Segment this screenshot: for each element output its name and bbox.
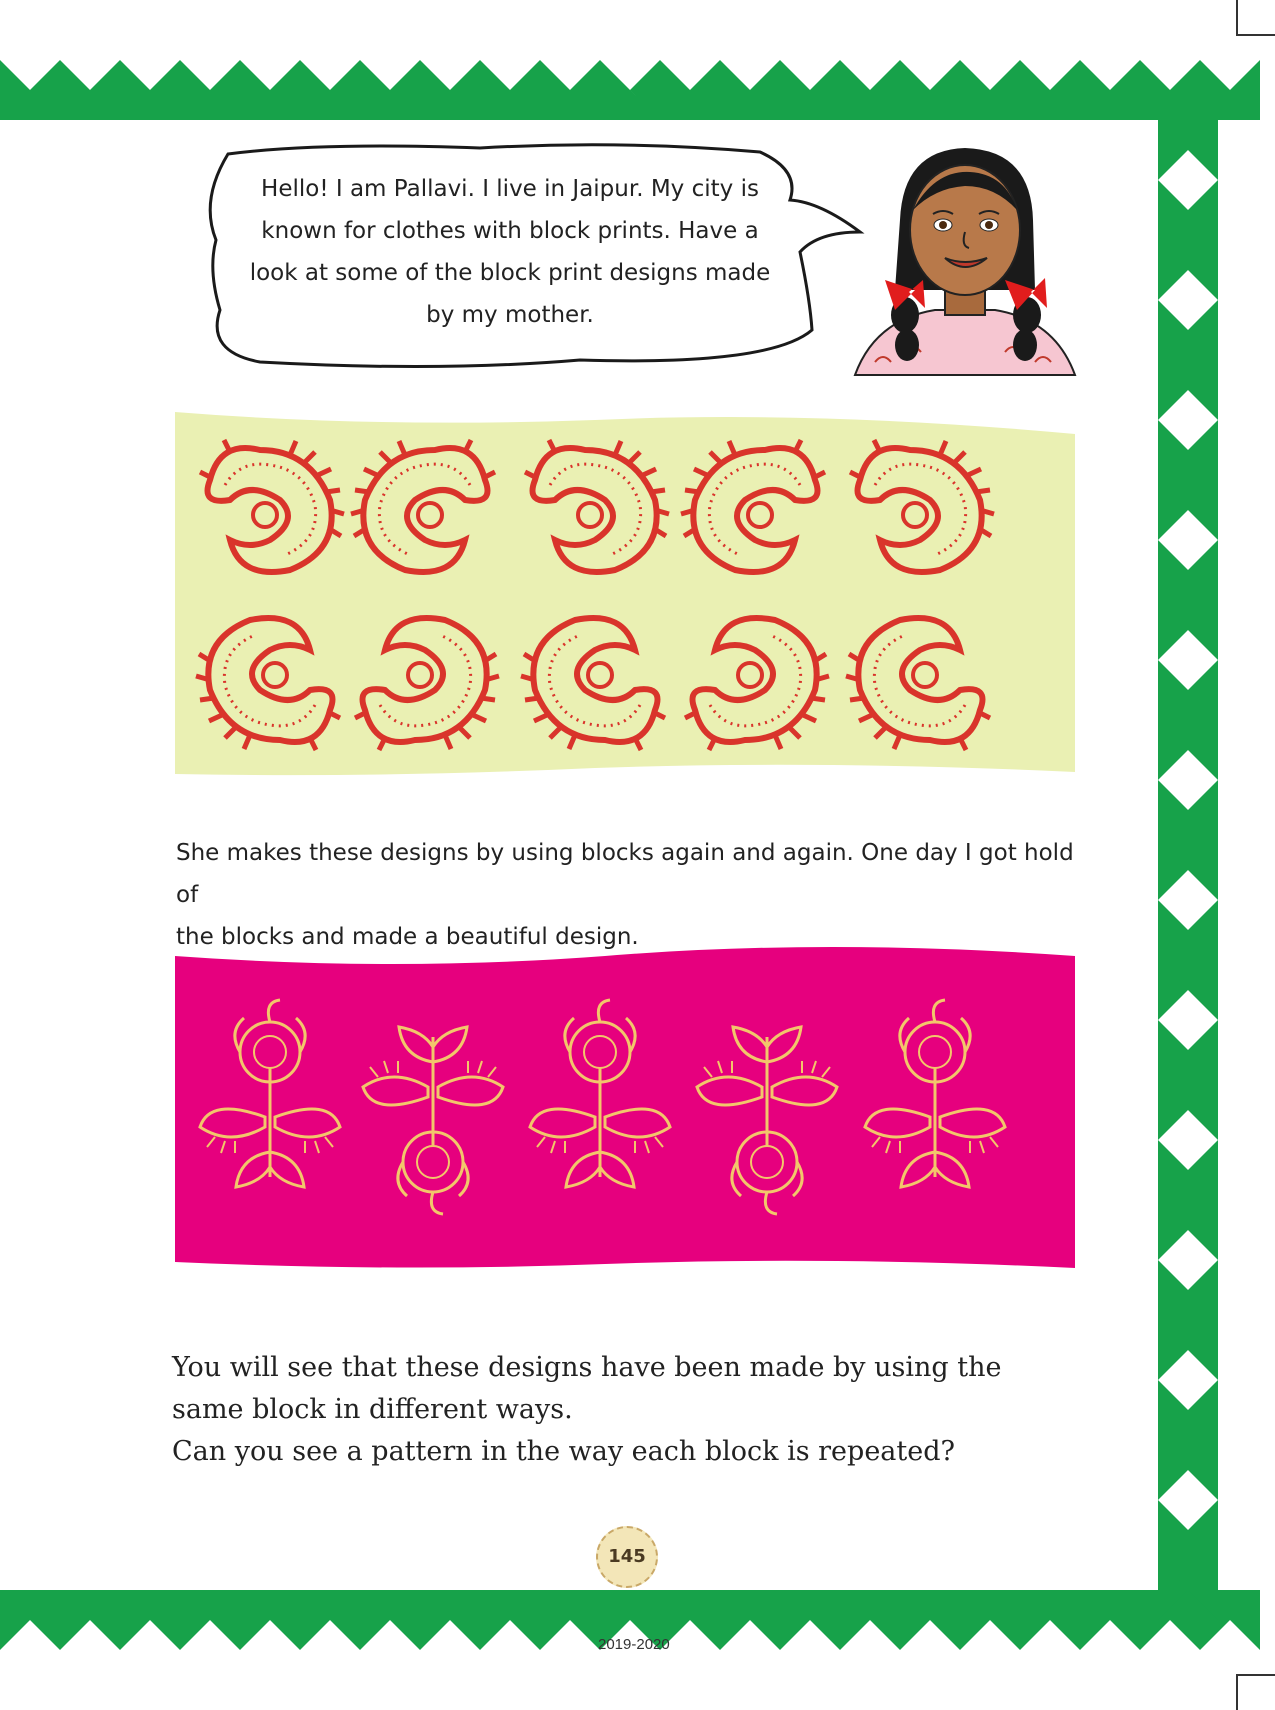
border-triangle: [1158, 960, 1218, 1020]
border-triangle: [720, 1590, 780, 1650]
border-triangle: [540, 1590, 600, 1650]
border-triangle: [240, 1590, 300, 1650]
border-triangle: [600, 60, 660, 120]
speech-line-3: look at some of the block print designs made: [249, 260, 771, 286]
paragraph-2-line-3: Can you see a pattern in the way each block is repeated?: [172, 1436, 955, 1467]
border-triangle: [1158, 1140, 1218, 1200]
block-print-panel-paisley: [175, 410, 1075, 780]
paragraph-1: [176, 832, 1076, 958]
border-triangle: [60, 1590, 120, 1650]
border-triangle: [540, 60, 600, 120]
crop-mark-bottom-right: [1236, 1674, 1238, 1710]
border-triangle: [720, 60, 780, 120]
border-triangle: [120, 1590, 180, 1650]
border-triangle: [1158, 1380, 1218, 1440]
border-triangle: [1158, 180, 1218, 240]
border-triangle: [660, 60, 720, 120]
border-triangle: [180, 1590, 240, 1650]
border-triangle: [240, 60, 300, 120]
border-triangle: [120, 60, 180, 120]
paragraph-2-line-1: You will see that these designs have been made by using the: [172, 1352, 1002, 1383]
border-triangle: [1158, 780, 1218, 840]
border-triangle: [300, 60, 360, 120]
pallavi-illustration: [845, 140, 1085, 380]
border-triangle: [1158, 840, 1218, 900]
paragraph-2-line-2: same block in different ways.: [172, 1394, 573, 1425]
border-triangle: [480, 60, 540, 120]
border-triangle: [1020, 1590, 1080, 1650]
block-print-panel-floral: [175, 942, 1075, 1272]
border-triangle: [420, 60, 480, 120]
border-triangle: [1158, 360, 1218, 420]
border-triangle: [1158, 540, 1218, 600]
crop-mark-top-right-h: [1236, 34, 1275, 36]
border-triangle: [1158, 1200, 1218, 1260]
border-triangle: [1200, 60, 1260, 120]
speech-line-2: known for clothes with block prints. Have a: [261, 218, 759, 244]
border-triangle: [1158, 120, 1218, 180]
speech-line-1: Hello! I am Pallavi. I live in Jaipur. My city is: [261, 176, 759, 202]
paragraph-2: [172, 1347, 1078, 1473]
speech-bubble-text: [240, 168, 780, 336]
border-triangle: [1140, 60, 1200, 120]
paragraph-1-line-2: the blocks and made a beautiful design.: [176, 924, 639, 950]
border-triangle: [840, 1590, 900, 1650]
border-triangle: [1158, 660, 1218, 720]
border-triangle: [420, 1590, 480, 1650]
border-triangle: [360, 60, 420, 120]
paragraph-1-line-1: She makes these designs by using blocks again and again. One day I got hold of: [176, 840, 1074, 908]
border-triangle: [1158, 600, 1218, 660]
border-triangle: [1158, 1020, 1218, 1080]
border-triangle: [300, 1590, 360, 1650]
border-triangle: [1080, 60, 1140, 120]
crop-mark-bottom-right-h: [1236, 1674, 1275, 1676]
year-label: 2019-2020: [598, 1636, 670, 1653]
border-triangle: [60, 60, 120, 120]
page-number-badge: 145: [596, 1526, 658, 1588]
border-triangle: [1158, 1260, 1218, 1320]
crop-mark-top-right: [1236, 0, 1238, 36]
border-triangle: [180, 60, 240, 120]
border-triangle: [1080, 1590, 1140, 1650]
border-triangle: [780, 60, 840, 120]
border-triangle: [1158, 1080, 1218, 1140]
border-triangle: [1158, 480, 1218, 540]
border-triangle: [0, 1590, 60, 1650]
border-triangle: [900, 60, 960, 120]
border-triangle: [1158, 420, 1218, 480]
border-triangle: [0, 60, 60, 120]
border-triangle: [1158, 1500, 1218, 1560]
border-triangle: [1158, 300, 1218, 360]
border-triangle: [900, 1590, 960, 1650]
border-triangle: [480, 1590, 540, 1650]
border-triangle: [1158, 900, 1218, 960]
border-triangle: [960, 1590, 1020, 1650]
border-triangle: [1158, 1320, 1218, 1380]
border-triangle: [960, 60, 1020, 120]
border-triangle: [1020, 60, 1080, 120]
border-triangle: [1158, 240, 1218, 300]
border-triangle: [360, 1590, 420, 1650]
border-triangle: [1158, 720, 1218, 780]
border-triangle: [1158, 1440, 1218, 1500]
border-triangle: [840, 60, 900, 120]
speech-line-4: by my mother.: [426, 302, 594, 328]
border-triangle: [780, 1590, 840, 1650]
